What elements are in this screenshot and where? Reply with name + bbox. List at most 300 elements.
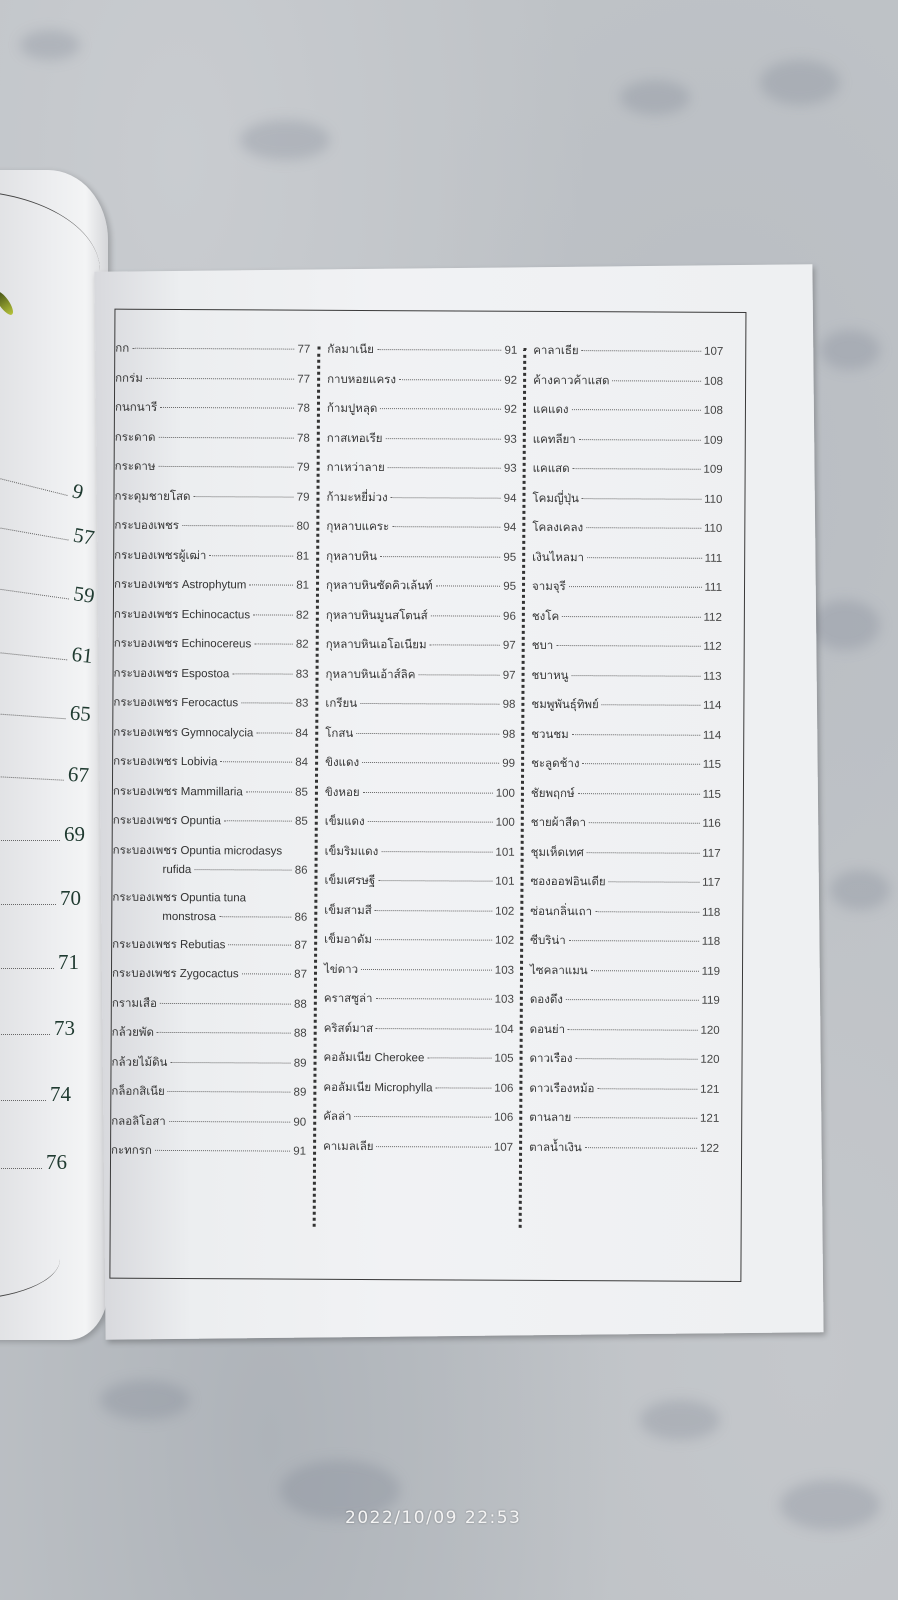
entry-page-number: 102 bbox=[495, 905, 515, 918]
index-entry bbox=[326, 606, 516, 636]
dot-leader bbox=[562, 616, 700, 618]
entry-page-number: 94 bbox=[503, 492, 517, 505]
entry-name: เข็มอาดัม bbox=[324, 933, 372, 947]
index-entry bbox=[324, 990, 514, 1020]
index-entry bbox=[533, 460, 723, 490]
index-entry bbox=[324, 1019, 514, 1049]
dot-leader bbox=[224, 820, 292, 821]
entry-page-number: 117 bbox=[702, 876, 721, 889]
entry-name: กระดุมชายโสด bbox=[114, 490, 191, 503]
entry-page-number: 79 bbox=[296, 461, 310, 474]
entry-page-number: 87 bbox=[294, 939, 308, 952]
dot-leader bbox=[436, 1087, 492, 1088]
index-entry bbox=[531, 725, 721, 755]
entry-page-number: 80 bbox=[296, 520, 310, 533]
entry-page-number: 92 bbox=[504, 374, 518, 387]
entry-page-number: 91 bbox=[504, 344, 518, 357]
entry-name: กระดาษ bbox=[114, 460, 156, 473]
entry-page-number: 110 bbox=[703, 522, 723, 535]
entry-name: ก้ามะหยี่ม่วง bbox=[326, 491, 388, 504]
entry-name: ซ่อนกลิ่นเถา bbox=[530, 905, 593, 918]
index-entry bbox=[114, 517, 309, 548]
entry-name: กรามเสือ bbox=[111, 997, 157, 1010]
entry-page-number: 121 bbox=[700, 1112, 720, 1125]
index-entry bbox=[112, 965, 307, 996]
entry-name: กระบองเพชร Espostoa bbox=[113, 667, 230, 680]
entry-page-number: 81 bbox=[296, 579, 310, 592]
entry-page-number: 117 bbox=[702, 847, 721, 860]
entry-page-number: 94 bbox=[503, 521, 517, 534]
entry-name: กระบองเพชร bbox=[114, 519, 180, 533]
left-page-number: 59 bbox=[0, 568, 96, 609]
entry-page-number: 82 bbox=[296, 609, 309, 622]
dot-leader bbox=[381, 851, 492, 853]
entry-name: คอลัมเนีย Microphylla bbox=[323, 1081, 433, 1094]
entry-name: ขิงแดง bbox=[325, 756, 360, 769]
index-entry bbox=[111, 1083, 306, 1114]
entry-name: ชบา bbox=[531, 639, 554, 652]
entry-page-number: 78 bbox=[296, 432, 310, 445]
index-entry bbox=[115, 458, 310, 489]
entry-name: ซีบริน่า bbox=[530, 934, 566, 948]
index-entry bbox=[325, 783, 515, 813]
entry-page-number: 120 bbox=[700, 1024, 720, 1037]
entry-page-number: 109 bbox=[703, 434, 723, 447]
index-entry bbox=[533, 430, 723, 460]
dot-leader bbox=[572, 675, 701, 677]
entry-name: โคลงเคลง bbox=[532, 521, 584, 535]
left-page-number: 9 bbox=[0, 456, 86, 506]
entry-page-number: 83 bbox=[295, 668, 309, 681]
entry-name: เข็มแดง bbox=[324, 815, 365, 828]
dot-leader bbox=[572, 734, 700, 736]
dot-leader bbox=[569, 586, 702, 588]
dot-leader bbox=[376, 998, 492, 1000]
entry-name: กระบองเพชร Astrophytum bbox=[113, 578, 247, 592]
entry-page-number: 99 bbox=[502, 757, 516, 770]
entry-name: กระบองเพชรผู้เฒ่า bbox=[114, 549, 207, 562]
index-entry bbox=[324, 872, 514, 902]
index-entry bbox=[115, 369, 310, 400]
index-entry bbox=[531, 784, 721, 814]
entry-name: กระบองเพชร Rebutias bbox=[112, 938, 226, 951]
entry-name: โคมญี่ปุ่น bbox=[532, 492, 579, 505]
index-entry bbox=[112, 1024, 307, 1055]
dot-leader bbox=[579, 439, 701, 441]
entry-page-number: 90 bbox=[293, 1116, 307, 1129]
left-page-number: 71 bbox=[0, 950, 79, 975]
entry-name: กาสเทอเรีย bbox=[326, 432, 383, 445]
entry-page-number: 108 bbox=[703, 404, 723, 417]
entry-name: ดาวเรืองหม้อ bbox=[529, 1082, 595, 1095]
entry-name: กระบองเพชร Echinocactus bbox=[113, 608, 251, 621]
dot-leader bbox=[241, 702, 292, 703]
left-page-number: 69 bbox=[0, 822, 85, 847]
entry-page-number: 91 bbox=[293, 1145, 307, 1158]
dot-leader bbox=[242, 973, 292, 974]
dot-leader bbox=[569, 940, 699, 942]
dot-leader bbox=[377, 349, 502, 351]
entry-page-number: 84 bbox=[295, 756, 309, 769]
left-page-number: 61 bbox=[0, 632, 94, 669]
index-entry bbox=[114, 635, 309, 666]
entry-name: กระบองเพชร Opuntia bbox=[112, 814, 221, 828]
entry-name: กุหลาบหินมูนสโตนส์ bbox=[325, 609, 428, 622]
index-entry bbox=[326, 547, 516, 577]
entry-page-number: 118 bbox=[701, 906, 721, 919]
entry-name: กระบองเพชร Echinocereus bbox=[113, 637, 252, 651]
entry-name: กล้วยพัด bbox=[111, 1026, 154, 1039]
dot-leader bbox=[253, 614, 293, 615]
entry-page-number: 97 bbox=[502, 669, 516, 682]
dot-leader bbox=[246, 791, 292, 792]
index-entry bbox=[529, 1050, 719, 1080]
entry-page-number: 104 bbox=[494, 1023, 514, 1036]
entry-name: ค้างคาวค้าแสด bbox=[533, 374, 610, 387]
entry-page-number: 109 bbox=[703, 463, 723, 476]
entry-name: เข็มเศรษฐี bbox=[324, 874, 376, 888]
index-entry bbox=[327, 400, 517, 430]
index-entry bbox=[532, 607, 722, 637]
entry-page-number: 115 bbox=[702, 788, 721, 801]
page-border-line bbox=[0, 1259, 60, 1300]
entry-page-number: 120 bbox=[700, 1053, 720, 1066]
entry-name: กุหลาบหินซัดคิวเล้นท์ bbox=[325, 579, 433, 593]
entry-name: กก bbox=[115, 342, 130, 355]
column-separator bbox=[519, 348, 527, 1228]
entry-name: ดาวเรือง bbox=[529, 1052, 573, 1066]
index-entry bbox=[115, 399, 310, 430]
entry-name: กาบหอยแครง bbox=[327, 373, 396, 386]
index-entry bbox=[530, 932, 720, 962]
index-entry bbox=[114, 576, 309, 607]
entry-page-number: 98 bbox=[502, 728, 516, 741]
entry-page-number: 121 bbox=[700, 1083, 720, 1096]
index-entry bbox=[112, 994, 307, 1025]
entry-name: เข็มริมแดง bbox=[324, 845, 379, 858]
index-entry bbox=[533, 401, 723, 431]
dot-leader bbox=[576, 1058, 698, 1060]
index-entry bbox=[324, 931, 514, 961]
entry-page-number: 101 bbox=[495, 846, 515, 859]
entry-page-number: 92 bbox=[504, 403, 517, 416]
index-entry bbox=[530, 991, 720, 1021]
dot-leader bbox=[219, 916, 292, 917]
dot-leader bbox=[578, 793, 700, 795]
entry-name: เกรียน bbox=[325, 697, 358, 710]
index-entry bbox=[111, 1112, 306, 1143]
entry-page-number: 114 bbox=[703, 699, 722, 712]
index-entry bbox=[325, 813, 515, 843]
entry-name: ซองออฟอินเดีย bbox=[530, 875, 606, 889]
entry-page-number: 98 bbox=[502, 698, 516, 711]
entry-page-number: 102 bbox=[494, 934, 515, 947]
index-entry bbox=[113, 812, 308, 843]
entry-name: กกร่ม bbox=[115, 372, 143, 385]
entry-page-number: 83 bbox=[295, 697, 309, 710]
dot-leader bbox=[587, 852, 699, 854]
index-entry bbox=[533, 371, 723, 401]
index-entry bbox=[113, 723, 308, 754]
index-column-1 bbox=[111, 340, 310, 1173]
dot-leader bbox=[380, 408, 501, 410]
dot-leader bbox=[375, 939, 492, 941]
dot-leader bbox=[209, 555, 293, 556]
index-entry bbox=[113, 782, 308, 813]
dot-leader bbox=[556, 645, 700, 647]
index-entry bbox=[113, 664, 308, 695]
entry-page-number: 122 bbox=[699, 1142, 720, 1155]
index-entry bbox=[325, 665, 515, 695]
dot-leader bbox=[427, 1057, 491, 1058]
entry-name: คัลล่า bbox=[323, 1110, 352, 1123]
dot-leader bbox=[388, 467, 501, 469]
index-entry bbox=[115, 340, 310, 371]
dot-leader bbox=[574, 1117, 697, 1119]
dot-leader bbox=[377, 1146, 491, 1148]
index-entry bbox=[112, 935, 307, 966]
entry-page-number: 78 bbox=[297, 402, 310, 415]
entry-name: เงินไหลมา bbox=[532, 551, 585, 564]
dot-leader bbox=[430, 644, 500, 645]
entry-page-number: 88 bbox=[293, 1027, 307, 1040]
entry-name: ชายผ้าสีดา bbox=[530, 816, 586, 830]
entry-name: กลอลิโอสา bbox=[111, 1115, 166, 1128]
entry-page-number: 101 bbox=[495, 875, 515, 888]
index-entry bbox=[113, 694, 308, 725]
dot-leader bbox=[582, 350, 701, 352]
entry-name: ชงโค bbox=[531, 610, 560, 623]
entry-name: กระบองเพชร Opuntia tuna bbox=[112, 891, 247, 904]
entry-name: จามจุรี bbox=[531, 580, 566, 594]
left-page-number: 67 bbox=[0, 757, 90, 788]
dot-leader bbox=[595, 911, 699, 913]
index-entry bbox=[323, 1108, 513, 1138]
dot-leader bbox=[146, 377, 295, 379]
entry-name-continued: rufida bbox=[162, 863, 192, 876]
index-entry bbox=[326, 577, 516, 607]
entry-page-number: 113 bbox=[703, 670, 722, 683]
entry-name: ชบาหนู bbox=[531, 669, 569, 682]
dot-leader bbox=[586, 527, 701, 529]
entry-page-number: 103 bbox=[494, 993, 514, 1006]
dot-leader bbox=[220, 761, 292, 762]
dot-leader bbox=[249, 584, 293, 585]
entry-name: กุหลาบแคระ bbox=[326, 520, 390, 534]
entry-page-number: 112 bbox=[703, 611, 722, 624]
dot-leader bbox=[170, 1061, 290, 1063]
index-entry bbox=[323, 1049, 513, 1079]
dot-leader bbox=[597, 1088, 697, 1090]
entry-page-number: 96 bbox=[503, 610, 516, 623]
index-entry bbox=[532, 548, 722, 578]
left-page-number: 57 bbox=[0, 506, 96, 551]
index-entry bbox=[111, 1142, 306, 1173]
entry-page-number: 106 bbox=[494, 1111, 514, 1124]
entry-name: ไซคลาแมน bbox=[529, 964, 588, 977]
entry-name: คาลาเธีย bbox=[533, 344, 579, 358]
dot-leader bbox=[160, 1002, 291, 1004]
dot-leader bbox=[380, 556, 500, 558]
dot-leader bbox=[368, 821, 493, 823]
dot-leader bbox=[391, 497, 501, 499]
left-page-number: 70 bbox=[0, 886, 81, 911]
index-entry bbox=[533, 342, 723, 372]
index-entry bbox=[111, 1053, 306, 1084]
entry-name-continued: monstrosa bbox=[162, 910, 217, 923]
left-page-number: 65 bbox=[0, 694, 92, 727]
entry-name: โกสน bbox=[325, 727, 354, 740]
entry-name: เข็มสามสี bbox=[324, 904, 372, 917]
dot-leader bbox=[582, 763, 699, 765]
dot-leader bbox=[228, 944, 291, 945]
index-entry bbox=[530, 1020, 720, 1050]
entry-page-number: 100 bbox=[495, 787, 515, 800]
entry-name: ชัยพฤกษ์ bbox=[530, 787, 575, 800]
entry-page-number: 107 bbox=[493, 1141, 514, 1154]
dot-leader bbox=[591, 970, 699, 972]
entry-page-number: 97 bbox=[502, 639, 516, 652]
entry-page-number: 115 bbox=[702, 758, 722, 771]
dot-leader bbox=[431, 615, 500, 616]
dot-leader bbox=[392, 526, 500, 528]
entry-name: ดอนย่า bbox=[529, 1023, 566, 1036]
entry-page-number: 119 bbox=[701, 994, 720, 1007]
entry-name: ตาลน้ำเงิน bbox=[529, 1141, 582, 1154]
index-entry bbox=[531, 666, 721, 696]
dot-leader bbox=[376, 1028, 491, 1030]
index-entry bbox=[327, 341, 517, 371]
index-entry bbox=[531, 843, 721, 873]
index-entry bbox=[532, 578, 722, 608]
left-page-number: 74 bbox=[0, 1082, 71, 1107]
entry-page-number: 105 bbox=[494, 1052, 514, 1065]
dot-leader bbox=[159, 436, 294, 438]
dot-leader bbox=[585, 1147, 697, 1149]
dot-leader bbox=[360, 703, 500, 705]
page-border-line bbox=[0, 190, 100, 271]
index-entry bbox=[323, 1078, 513, 1108]
entry-name: กุหลาบหินเอโอเนียม bbox=[325, 638, 427, 652]
dot-leader bbox=[254, 643, 293, 644]
entry-name: คริสต์มาส bbox=[323, 1022, 374, 1035]
entry-page-number: 114 bbox=[702, 729, 722, 742]
dot-leader bbox=[168, 1091, 291, 1093]
entry-name: แคแสด bbox=[532, 462, 570, 476]
entry-name: กระบองเพชร Mammillaria bbox=[112, 785, 243, 798]
index-entry bbox=[114, 546, 309, 577]
index-entry bbox=[530, 873, 720, 903]
index-entry bbox=[323, 1137, 513, 1167]
entry-name: กล็อกสิเนีย bbox=[111, 1085, 165, 1098]
entry-name: คราสซูล่า bbox=[323, 992, 373, 1006]
index-entry bbox=[327, 459, 517, 489]
index-entry bbox=[325, 754, 515, 784]
entry-name: ชมพูพันธุ์ทิพย์ bbox=[531, 698, 599, 712]
index-entry bbox=[326, 488, 516, 518]
dot-leader bbox=[378, 880, 492, 882]
index-entry bbox=[325, 695, 515, 725]
entry-page-number: 119 bbox=[701, 965, 721, 978]
entry-page-number: 103 bbox=[494, 964, 515, 977]
index-entry bbox=[326, 518, 516, 548]
entry-page-number: 93 bbox=[503, 433, 517, 446]
index-entry bbox=[112, 841, 307, 889]
index-column-3 bbox=[529, 342, 723, 1169]
dot-leader bbox=[566, 999, 699, 1001]
entry-name: ตานลาย bbox=[529, 1111, 572, 1125]
entry-name: ไข่ดาว bbox=[323, 963, 359, 976]
index-entry bbox=[530, 961, 720, 991]
dot-leader bbox=[418, 674, 499, 675]
dot-leader bbox=[158, 466, 293, 468]
dot-leader bbox=[256, 732, 292, 733]
entry-page-number: 77 bbox=[297, 373, 311, 386]
entry-page-number: 112 bbox=[703, 640, 722, 653]
dot-leader bbox=[589, 822, 700, 824]
index-entry bbox=[325, 724, 515, 754]
entry-name: กระบองเพชร Zygocactus bbox=[111, 967, 239, 981]
dot-leader bbox=[182, 525, 294, 527]
index-entry bbox=[531, 696, 721, 726]
entry-name: กระบองเพชร Lobivia bbox=[113, 755, 218, 769]
dot-leader bbox=[160, 407, 294, 409]
index-entry bbox=[325, 842, 515, 872]
dot-leader bbox=[354, 1116, 491, 1118]
dot-leader bbox=[385, 438, 501, 440]
index-entry bbox=[113, 753, 308, 784]
entry-page-number: 118 bbox=[701, 935, 721, 948]
index-entry bbox=[114, 487, 309, 518]
dot-leader bbox=[573, 468, 701, 470]
index-entry bbox=[532, 519, 722, 549]
index-entry bbox=[114, 605, 309, 636]
entry-page-number: 111 bbox=[704, 581, 723, 594]
index-entry bbox=[115, 428, 310, 459]
leaf-illustration-icon bbox=[0, 289, 16, 318]
dot-leader bbox=[232, 673, 292, 674]
entry-page-number: 100 bbox=[495, 816, 515, 829]
entry-name: ชวนชม bbox=[531, 728, 569, 741]
entry-name: กระดาด bbox=[114, 431, 156, 444]
entry-name: กุหลาบหิน bbox=[326, 550, 378, 563]
dot-leader bbox=[613, 380, 701, 381]
entry-page-number: 107 bbox=[704, 345, 724, 358]
index-entry bbox=[532, 637, 722, 667]
dot-leader bbox=[363, 791, 493, 793]
index-entry bbox=[327, 370, 517, 400]
entry-name: กาเหว่าลาย bbox=[326, 461, 385, 475]
entry-name: แคแดง bbox=[532, 403, 569, 417]
entry-page-number: 111 bbox=[704, 552, 723, 565]
dot-leader bbox=[568, 1029, 697, 1031]
dot-leader bbox=[362, 762, 499, 764]
index-column-2 bbox=[323, 341, 517, 1168]
entry-name: ขิงหอย bbox=[324, 786, 360, 799]
index-entry bbox=[112, 888, 307, 936]
entry-page-number: 89 bbox=[293, 1086, 307, 1099]
dot-leader bbox=[609, 881, 699, 882]
entry-page-number: 108 bbox=[703, 375, 724, 388]
index-entry bbox=[529, 1109, 719, 1139]
entry-page-number: 88 bbox=[294, 998, 307, 1011]
entry-page-number: 81 bbox=[296, 550, 310, 563]
entry-page-number: 86 bbox=[294, 864, 308, 877]
index-entry bbox=[529, 1079, 719, 1109]
index-page bbox=[94, 264, 823, 1339]
dot-leader bbox=[602, 704, 700, 706]
dot-leader bbox=[155, 1150, 290, 1152]
